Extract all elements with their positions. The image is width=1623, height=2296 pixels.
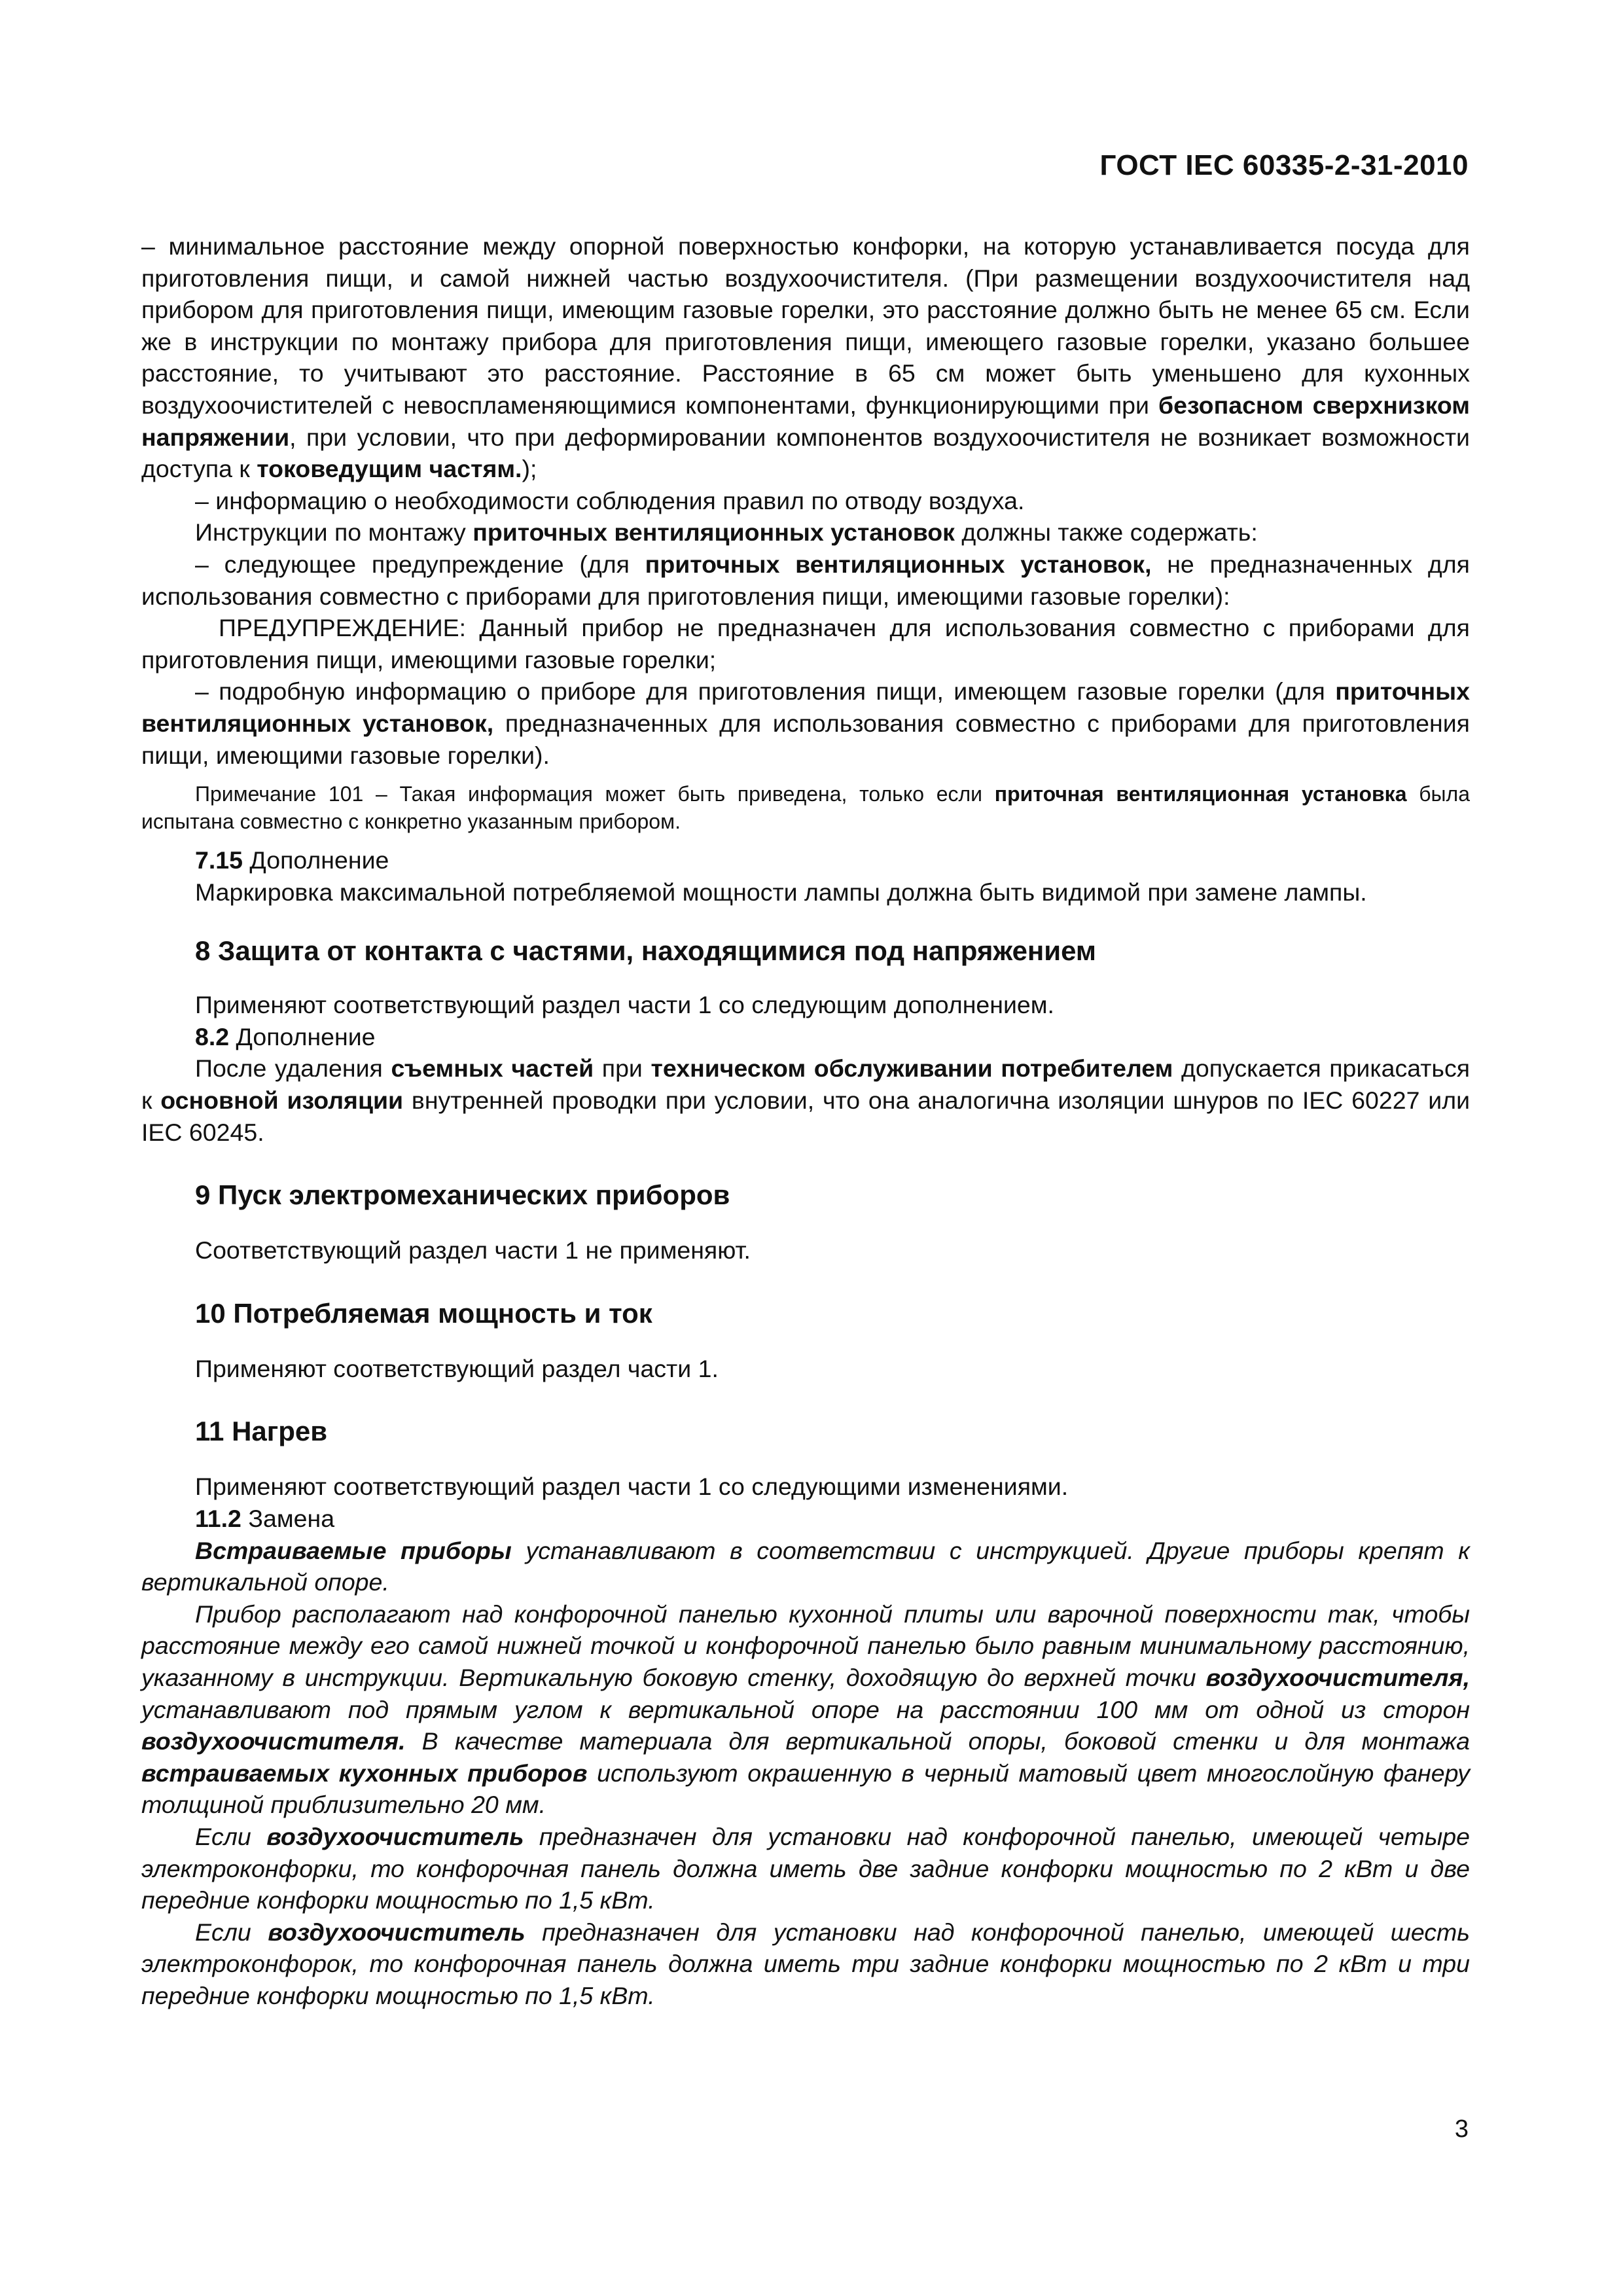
document-code: ГОСТ IEC 60335-2-31-2010 — [1099, 149, 1469, 181]
clause-11-2-four-burners: Если воздухоочиститель предназначен для установки над конфорочной панелью, имеющей четыре электроконфорки, то конфорочная панель должна иметь две задние конфорки мощностью по 2 кВт и две передние конфорки мощностью по 1,5 кВт. — [141, 1822, 1471, 1914]
clause-11-2-title: 11.2 Замена — [195, 1505, 335, 1533]
section-11-intro: Применяют соответствующий раздел части 1 со следующими изменениями. — [195, 1473, 1069, 1501]
paragraph-air-exhaust-info: – информацию о необходимости соблюдения правил по отводу воздуха. — [195, 486, 1025, 514]
clause-8-2-text: После удаления съемных частей при техническом обслуживании потребителем допускается прикасаться к основной изоляции внутренней проводки при условии, что она аналогична изоляции шнуров по IEC 60227 или IEC 60245. — [141, 1054, 1471, 1146]
paragraph-min-distance: – минимальное расстояние между опорной поверхностью конфорки, на которую устанавливается посуда для приготовления пищи, и самой нижней частью воздухоочистителя. (При размещении воздухоочистителя над прибором для приготовления пищи, имеющим газовые горелки, это расстояние должно быть не менее 65 см. Если же в инструкции по монтажу прибора для приготовления пищи, имеющего газовые горелки, указано большее расстояние, то учитывают это расстояние. Расстояние в 65 см может быть уменьшено для кухонных воздухоочистителей с невоспламеняющимися компонентами, функционирующими при безопасном сверхнизком напряжении, при условии, что при деформировании компонентов воздухоочистителя не возникает возможности доступа к токоведущим частям.); — [141, 232, 1470, 483]
page-body — [141, 230, 1470, 2012]
clause-7-15-text: Маркировка максимальной потребляемой мощности лампы должна быть видимой при замене лампы. — [195, 878, 1367, 906]
paragraph-warning-intro: – следующее предупреждение (для приточных вентиляционных установок, не предназначенных для использования совместно с приборами для приготовления пищи, имеющими газовые горелки): — [141, 550, 1470, 610]
clause-11-2-builtin: Встраиваемые приборы устанавливают в соответствии с инструкцией. Другие приборы крепят к вертикальной опоре. — [141, 1536, 1470, 1596]
clause-8-2-title: 8.2 Дополнение — [195, 1022, 376, 1050]
page-number: 3 — [1454, 2115, 1469, 2143]
note-101: Примечание 101 – Такая информация может быть приведена, только если приточная вентиляционная установка была испытана совместно с конкретно указанным прибором. — [141, 782, 1471, 834]
paragraph-gas-appliance-info: – подробную информацию о приборе для приготовления пищи, имеющем газовые горелки (для приточных вентиляционных установок, предназначенных для использования совместно с приборами для приготовления пищи, имеющими газовые горелки). — [141, 677, 1470, 769]
clause-11-2-placement: Прибор располагают над конфорочной панелью кухонной плиты или варочной поверхности так, чтобы расстояние между его самой нижней точкой и конфорочной панелью было равным минимальному расстоянию, указанному в инструкции. Вертикальную боковую стенку, доходящую до верхней точки воздухоочистителя, устанавливают под прямым углом к вертикальной опоре на расстоянии 100 мм от одной из сторон воздухоочистителя. В качестве материала для вертикальной опоры, боковой стенки и для монтажа встраиваемых кухонных приборов используют окрашенную в черный матовый цвет многослойную фанеру толщиной приблизительно 20 мм. — [141, 1600, 1470, 1819]
section-9-heading: 9 Пуск электромеханических приборов — [195, 1179, 730, 1211]
paragraph-warning-text: ПРЕДУПРЕЖДЕНИЕ: Данный прибор не предназначен для использования совместно с приборами для приготовления пищи, имеющими газовые горелки; — [141, 614, 1470, 673]
clause-11-2-six-burners: Если воздухоочиститель предназначен для установки над конфорочной панелью, имеющей шесть электроконфорок, то конфорочная панель должна иметь три задние конфорки мощностью по 2 кВт и три передние конфорки мощностью по 1,5 кВт. — [141, 1918, 1471, 2009]
section-8-heading: 8 Защита от контакта с частями, находящимися под напряжением — [195, 935, 1096, 967]
section-10-text: Применяют соответствующий раздел части 1. — [195, 1354, 719, 1382]
clause-7-15-title: 7.15 Дополнение — [195, 846, 389, 874]
section-10-heading: 10 Потребляемая мощность и ток — [195, 1297, 652, 1329]
section-8-intro: Применяют соответствующий раздел части 1 со следующим дополнением. — [195, 991, 1054, 1019]
section-9-text: Соответствующий раздел части 1 не применяют. — [195, 1236, 751, 1265]
paragraph-installation-instructions: Инструкции по монтажу приточных вентиляционных установок должны также содержать: — [195, 518, 1258, 547]
section-11-heading: 11 Нагрев — [195, 1416, 328, 1447]
